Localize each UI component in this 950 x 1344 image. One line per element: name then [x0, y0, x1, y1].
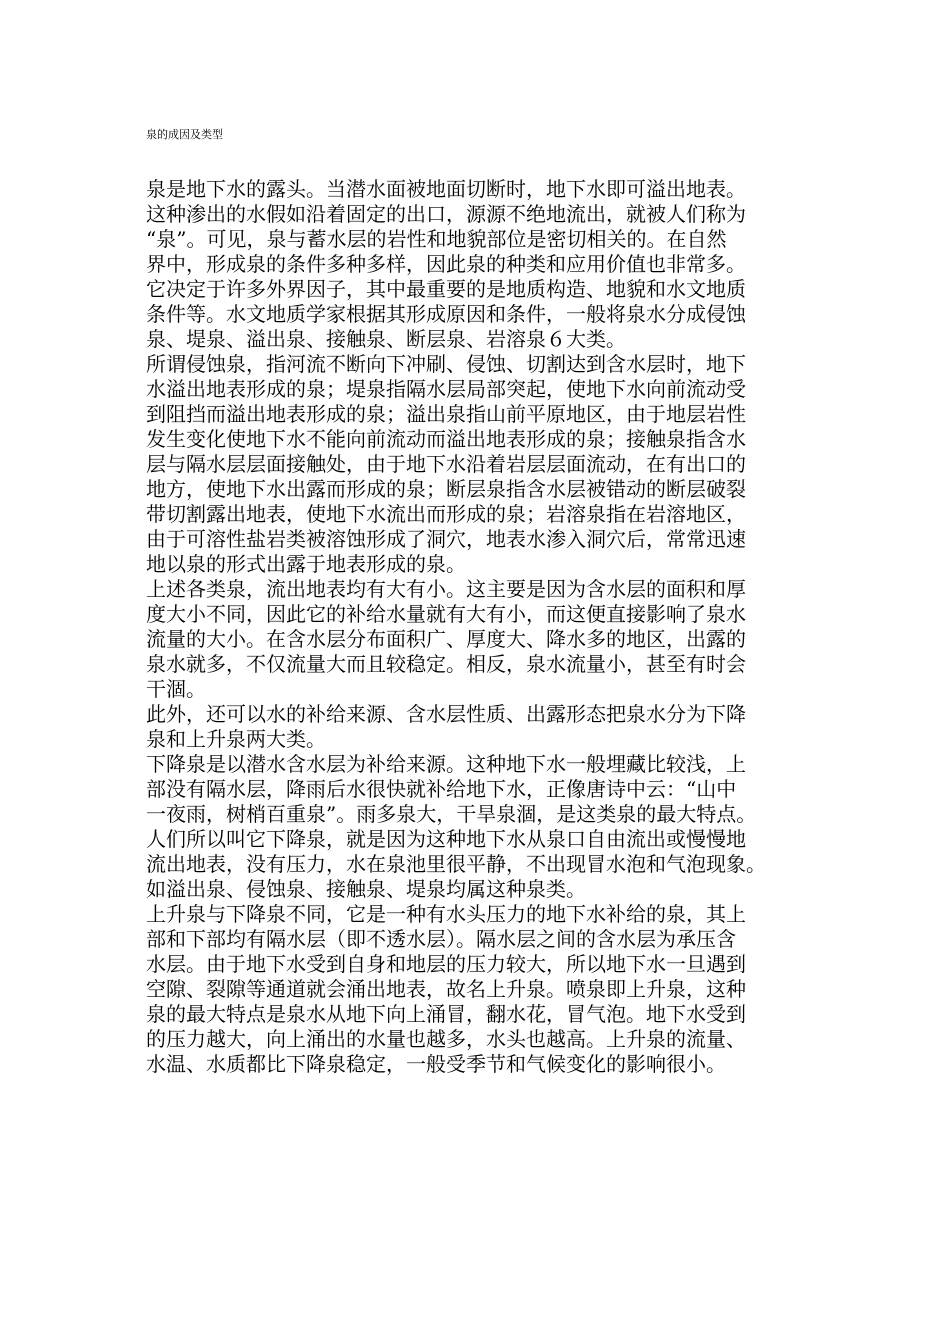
document-header: 泉的成因及类型: [146, 128, 223, 141]
paragraph-flow-size: 上述各类泉，流出地表均有大有小。这主要是因为含水层的面积和厚 度大小不同，因此它的补给水量就有大有小，而这便直接影响了泉水 流量的大小。在含水层分布面积广、厚度大、降水多的地区，出露的 泉水就多，不仅流量大而且较稳定。相反，泉水流量小，甚至有时会 干涸。: [146, 577, 746, 701]
paragraph-spring-types: 所谓侵蚀泉，指河流不断向下冲刷、侵蚀、切割达到含水层时，地下 水溢出地表形成的泉；堤泉指隔水层局部突起，使地下水向前流动受 到阻挡而溢出地表形成的泉；溢出泉指山前平原地区，由于地层岩性 发生变化使地下水不能向前流动而溢出地表形成的泉；接触泉指含水 层与隔水层层面接触处，由于地下水沿着岩层层面流动，在有出口的 地方，使地下水出露而形成的泉；断层泉指含水层被错动的断层破裂 带切割露出地表，使地下水流出而形成的泉；岩溶泉指在岩溶地区， 由于可溶性盐岩类被溶蚀形成了洞穴，地表水渗入洞穴后，常常迅速 地以泉的形式出露于地表形成的泉。: [146, 352, 746, 576]
paragraph-overview: 泉是地下水的露头。当潜水面被地面切断时，地下水即可溢出地表。 这种渗出的水假如沿着固定的出口，源源不绝地流出，就被人们称为 “泉”。可见，泉与蓄水层的岩性和地貌部位是密切相关的。在自然 界中，形成泉的条件多种多样，因此泉的种类和应用价值也非常多。 它决定于许多外界因子，其中最重要的是地质构造、地貌和水文地质 条件等。水文地质学家根据其形成原因和条件，一般将泉水分成侵蚀 泉、堤泉、溢出泉、接触泉、断层泉、岩溶泉６大类。: [146, 177, 746, 351]
paragraph-descending-spring: 下降泉是以潜水含水层为补给来源。这种地下水一般埋藏比较浅，上 部没有隔水层，降雨后水很快就补给地下水，正像唐诗中云：“山中 一夜雨，树梢百重泉”。雨多泉大，干旱泉涸，是这类泉的最大特点。 人们所以叫它下降泉，就是因为这种地下水从泉口自由流出或慢慢地 流出地表，没有压力，水在泉池里很平静，不出现冒水泡和气泡现象。 如溢出泉、侵蚀泉、接触泉、堤泉均属这种泉类。: [146, 752, 766, 901]
paragraph-ascending-spring: 上升泉与下降泉不同，它是一种有水头压力的地下水补给的泉，其上 部和下部均有隔水层（即不透水层）。隔水层之间的含水层为承压含 水层。由于地下水受到自身和地层的压力较大，所以地下水一旦遇到 空隙、裂隙等通道就会涌出地表，故名上升泉。喷泉即上升泉，这种 泉的最大特点是泉水从地下向上涌冒，翻水花，冒气泡。地下水受到 的压力越大，向上涌出的水量也越多，水头也越高。上升泉的流量、 水温、水质都比下降泉稳定，一般受季节和气候变化的影响很小。: [146, 902, 746, 1076]
document-body: [146, 177, 806, 1077]
paragraph-classification: 此外，还可以水的补给来源、含水层性质、出露形态把泉水分为下降 泉和上升泉两大类。: [146, 702, 746, 751]
